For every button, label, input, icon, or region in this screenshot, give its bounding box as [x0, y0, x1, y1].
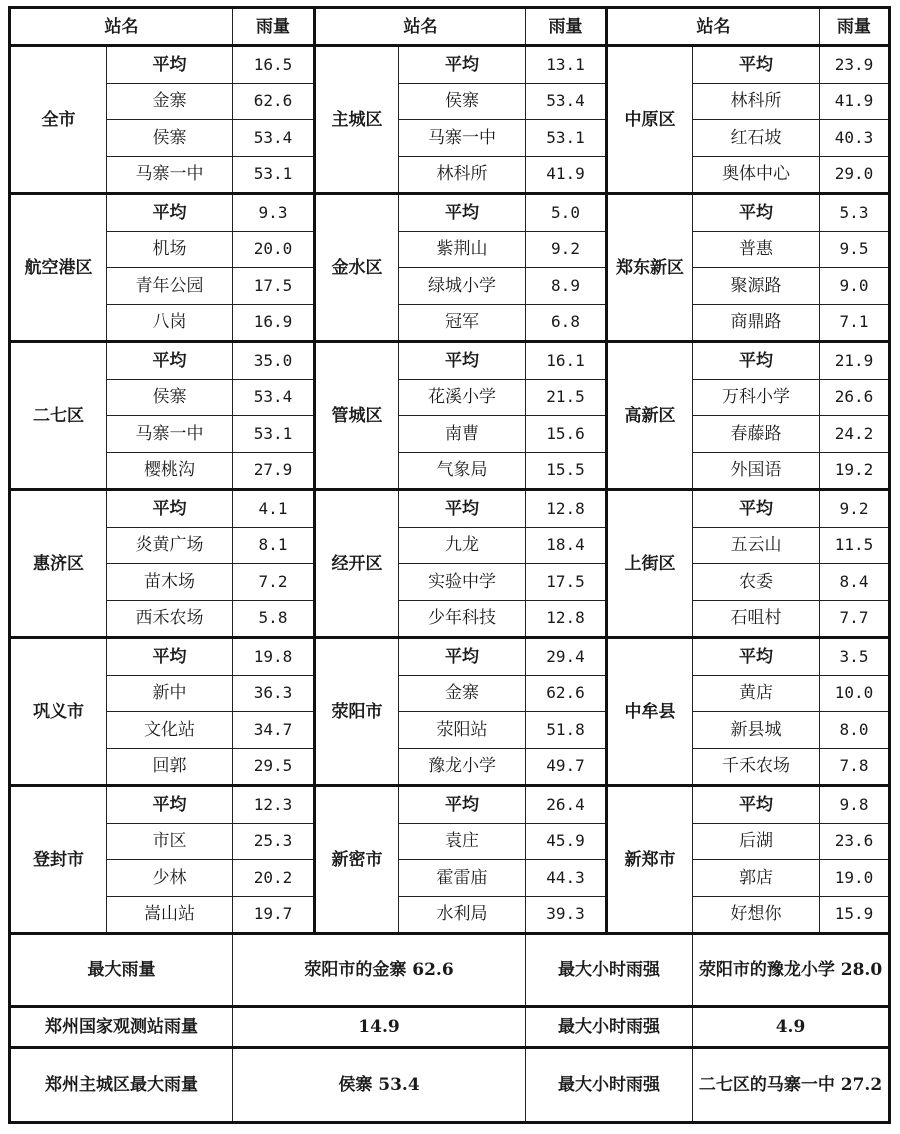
rainfall-value: 23.9: [820, 46, 890, 84]
average-label: 平均: [399, 342, 526, 380]
rainfall-value: 4.1: [233, 490, 315, 528]
station-row: [10, 564, 890, 601]
rainfall-value: 29.5: [233, 748, 315, 786]
rainfall-value: 15.6: [526, 416, 607, 453]
station-name: 奥体中心: [693, 156, 820, 194]
station-row: [10, 342, 890, 380]
rainfall-value: 39.3: [526, 896, 607, 934]
district-name: 登封市: [10, 786, 107, 934]
average-label: 平均: [693, 194, 820, 232]
station-name: 马寨一中: [399, 120, 526, 157]
station-name: 南曹: [399, 416, 526, 453]
district-name: 金水区: [315, 194, 399, 342]
station-name: 苗木场: [107, 564, 233, 601]
average-label: 平均: [399, 638, 526, 676]
station-name: 回郭: [107, 748, 233, 786]
summary-sub-value: 二七区的马寨一中 27.2: [693, 1048, 890, 1123]
station-name: 樱桃沟: [107, 452, 233, 490]
station-name: 九龙: [399, 527, 526, 564]
station-name: 荥阳站: [399, 712, 526, 749]
rainfall-value: 49.7: [526, 748, 607, 786]
rainfall-value: 51.8: [526, 712, 607, 749]
station-name: 金寨: [399, 675, 526, 712]
rainfall-value: 9.5: [820, 231, 890, 268]
rainfall-value: 19.2: [820, 452, 890, 490]
station-name: 少林: [107, 860, 233, 897]
summary-value: 14.9: [233, 1007, 526, 1048]
header-station: 站名: [10, 8, 233, 46]
rainfall-value: 3.5: [820, 638, 890, 676]
station-row: [10, 896, 890, 934]
station-name: 文化站: [107, 712, 233, 749]
average-label: 平均: [693, 786, 820, 824]
station-name: 聚源路: [693, 268, 820, 305]
rainfall-value: 20.0: [233, 231, 315, 268]
average-label: 平均: [693, 342, 820, 380]
rainfall-value: 53.4: [526, 83, 607, 120]
rainfall-value: 9.2: [820, 490, 890, 528]
station-name: 嵩山站: [107, 896, 233, 934]
station-row: [10, 600, 890, 638]
summary-label: 郑州主城区最大雨量: [10, 1048, 233, 1123]
district-name: 航空港区: [10, 194, 107, 342]
station-row: [10, 527, 890, 564]
rainfall-value: 8.9: [526, 268, 607, 305]
station-name: 炎黄广场: [107, 527, 233, 564]
station-name: 新县城: [693, 712, 820, 749]
station-row: [10, 120, 890, 157]
district-name: 新郑市: [607, 786, 693, 934]
district-name: 中牟县: [607, 638, 693, 786]
average-label: 平均: [107, 638, 233, 676]
rainfall-value: 13.1: [526, 46, 607, 84]
station-name: 豫龙小学: [399, 748, 526, 786]
station-row: [10, 156, 890, 194]
rainfall-value: 17.5: [526, 564, 607, 601]
summary-row: [10, 934, 890, 1007]
station-name: 花溪小学: [399, 379, 526, 416]
summary-value: 侯寨 53.4: [233, 1048, 526, 1123]
station-row: [10, 304, 890, 342]
station-name: 马寨一中: [107, 156, 233, 194]
rainfall-value: 20.2: [233, 860, 315, 897]
rainfall-value: 12.3: [233, 786, 315, 824]
rainfall-value: 45.9: [526, 823, 607, 860]
rainfall-value: 44.3: [526, 860, 607, 897]
station-name: 霍雷庙: [399, 860, 526, 897]
station-name: 绿城小学: [399, 268, 526, 305]
rainfall-value: 9.3: [233, 194, 315, 232]
station-name: 市区: [107, 823, 233, 860]
rainfall-value: 36.3: [233, 675, 315, 712]
rainfall-value: 15.9: [820, 896, 890, 934]
header-rainfall: 雨量: [233, 8, 315, 46]
rainfall-value: 62.6: [526, 675, 607, 712]
rainfall-value: 29.0: [820, 156, 890, 194]
district-name: 中原区: [607, 46, 693, 194]
average-label: 平均: [399, 786, 526, 824]
station-row: [10, 268, 890, 305]
rainfall-value: 12.8: [526, 490, 607, 528]
station-name: 林科所: [399, 156, 526, 194]
district-name: 上街区: [607, 490, 693, 638]
rainfall-value: 26.4: [526, 786, 607, 824]
district-name: 郑东新区: [607, 194, 693, 342]
station-name: 后湖: [693, 823, 820, 860]
average-label: 平均: [107, 490, 233, 528]
rainfall-value: 10.0: [820, 675, 890, 712]
station-row: [10, 490, 890, 528]
station-name: 八岗: [107, 304, 233, 342]
rainfall-value: 17.5: [233, 268, 315, 305]
rainfall-value: 7.1: [820, 304, 890, 342]
station-name: 机场: [107, 231, 233, 268]
rainfall-value: 8.0: [820, 712, 890, 749]
station-row: [10, 231, 890, 268]
average-label: 平均: [693, 638, 820, 676]
rainfall-value: 5.8: [233, 600, 315, 638]
rainfall-value: 53.1: [526, 120, 607, 157]
station-row: [10, 379, 890, 416]
summary-row: [10, 1048, 890, 1123]
station-name: 侯寨: [107, 379, 233, 416]
station-name: 林科所: [693, 83, 820, 120]
station-name: 红石坡: [693, 120, 820, 157]
summary-value: 荥阳市的金寨 62.6: [233, 934, 526, 1007]
rainfall-value: 21.5: [526, 379, 607, 416]
header-station: 站名: [607, 8, 820, 46]
rainfall-value: 6.8: [526, 304, 607, 342]
station-name: 农委: [693, 564, 820, 601]
rainfall-value: 26.6: [820, 379, 890, 416]
rainfall-value: 25.3: [233, 823, 315, 860]
station-name: 侯寨: [399, 83, 526, 120]
station-name: 实验中学: [399, 564, 526, 601]
rainfall-table-body: [10, 8, 890, 1123]
station-name: 春藤路: [693, 416, 820, 453]
station-row: [10, 786, 890, 824]
rainfall-value: 8.4: [820, 564, 890, 601]
station-name: 好想你: [693, 896, 820, 934]
rainfall-value: 19.7: [233, 896, 315, 934]
district-name: 经开区: [315, 490, 399, 638]
rainfall-value: 40.3: [820, 120, 890, 157]
rainfall-value: 7.2: [233, 564, 315, 601]
station-name: 万科小学: [693, 379, 820, 416]
average-label: 平均: [693, 490, 820, 528]
rainfall-value: 62.6: [233, 83, 315, 120]
rainfall-value: 24.2: [820, 416, 890, 453]
average-label: 平均: [107, 342, 233, 380]
station-row: [10, 823, 890, 860]
rainfall-value: 34.7: [233, 712, 315, 749]
header-station: 站名: [315, 8, 526, 46]
district-name: 荥阳市: [315, 638, 399, 786]
station-name: 外国语: [693, 452, 820, 490]
station-name: 冠军: [399, 304, 526, 342]
station-row: [10, 675, 890, 712]
station-row: [10, 46, 890, 84]
station-name: 马寨一中: [107, 416, 233, 453]
station-name: 普惠: [693, 231, 820, 268]
average-label: 平均: [399, 46, 526, 84]
district-name: 巩义市: [10, 638, 107, 786]
station-name: 西禾农场: [107, 600, 233, 638]
rainfall-value: 16.5: [233, 46, 315, 84]
rainfall-value: 41.9: [820, 83, 890, 120]
rainfall-value: 35.0: [233, 342, 315, 380]
rainfall-value: 15.5: [526, 452, 607, 490]
rainfall-value: 16.1: [526, 342, 607, 380]
rainfall-value: 8.1: [233, 527, 315, 564]
station-name: 石咀村: [693, 600, 820, 638]
rainfall-value: 53.1: [233, 416, 315, 453]
header-row: [10, 8, 890, 46]
station-row: [10, 712, 890, 749]
rainfall-value: 23.6: [820, 823, 890, 860]
rainfall-value: 21.9: [820, 342, 890, 380]
rainfall-value: 18.4: [526, 527, 607, 564]
station-name: 气象局: [399, 452, 526, 490]
district-name: 惠济区: [10, 490, 107, 638]
station-name: 五云山: [693, 527, 820, 564]
station-name: 紫荆山: [399, 231, 526, 268]
district-name: 新密市: [315, 786, 399, 934]
rainfall-value: 16.9: [233, 304, 315, 342]
station-row: [10, 638, 890, 676]
station-row: [10, 194, 890, 232]
station-row: [10, 748, 890, 786]
average-label: 平均: [107, 194, 233, 232]
rainfall-value: 19.8: [233, 638, 315, 676]
district-name: 全市: [10, 46, 107, 194]
summary-sub-label: 最大小时雨强: [526, 1007, 693, 1048]
station-name: 郭店: [693, 860, 820, 897]
rainfall-table: [8, 6, 891, 1124]
station-name: 千禾农场: [693, 748, 820, 786]
average-label: 平均: [107, 786, 233, 824]
rainfall-value: 9.2: [526, 231, 607, 268]
district-name: 管城区: [315, 342, 399, 490]
summary-sub-label: 最大小时雨强: [526, 1048, 693, 1123]
rainfall-value: 12.8: [526, 600, 607, 638]
station-row: [10, 83, 890, 120]
summary-sub-value: 4.9: [693, 1007, 890, 1048]
station-name: 商鼎路: [693, 304, 820, 342]
header-rainfall: 雨量: [820, 8, 890, 46]
rainfall-value: 53.4: [233, 379, 315, 416]
district-name: 二七区: [10, 342, 107, 490]
station-name: 水利局: [399, 896, 526, 934]
station-row: [10, 452, 890, 490]
rainfall-value: 5.0: [526, 194, 607, 232]
rainfall-value: 19.0: [820, 860, 890, 897]
station-name: 侯寨: [107, 120, 233, 157]
summary-label: 郑州国家观测站雨量: [10, 1007, 233, 1048]
station-name: 青年公园: [107, 268, 233, 305]
average-label: 平均: [399, 194, 526, 232]
rainfall-value: 7.7: [820, 600, 890, 638]
summary-row: [10, 1007, 890, 1048]
station-row: [10, 860, 890, 897]
station-row: [10, 416, 890, 453]
summary-label: 最大雨量: [10, 934, 233, 1007]
average-label: 平均: [107, 46, 233, 84]
summary-sub-value: 荥阳市的豫龙小学 28.0: [693, 934, 890, 1007]
rainfall-value: 53.4: [233, 120, 315, 157]
rainfall-value: 5.3: [820, 194, 890, 232]
header-rainfall: 雨量: [526, 8, 607, 46]
average-label: 平均: [693, 46, 820, 84]
station-name: 袁庄: [399, 823, 526, 860]
rainfall-value: 27.9: [233, 452, 315, 490]
station-name: 黄店: [693, 675, 820, 712]
district-name: 高新区: [607, 342, 693, 490]
station-name: 金寨: [107, 83, 233, 120]
average-label: 平均: [399, 490, 526, 528]
rainfall-value: 9.0: [820, 268, 890, 305]
rainfall-value: 9.8: [820, 786, 890, 824]
rainfall-value: 11.5: [820, 527, 890, 564]
rainfall-value: 7.8: [820, 748, 890, 786]
summary-sub-label: 最大小时雨强: [526, 934, 693, 1007]
rainfall-value: 53.1: [233, 156, 315, 194]
district-name: 主城区: [315, 46, 399, 194]
station-name: 新中: [107, 675, 233, 712]
rainfall-value: 29.4: [526, 638, 607, 676]
rainfall-value: 41.9: [526, 156, 607, 194]
station-name: 少年科技: [399, 600, 526, 638]
